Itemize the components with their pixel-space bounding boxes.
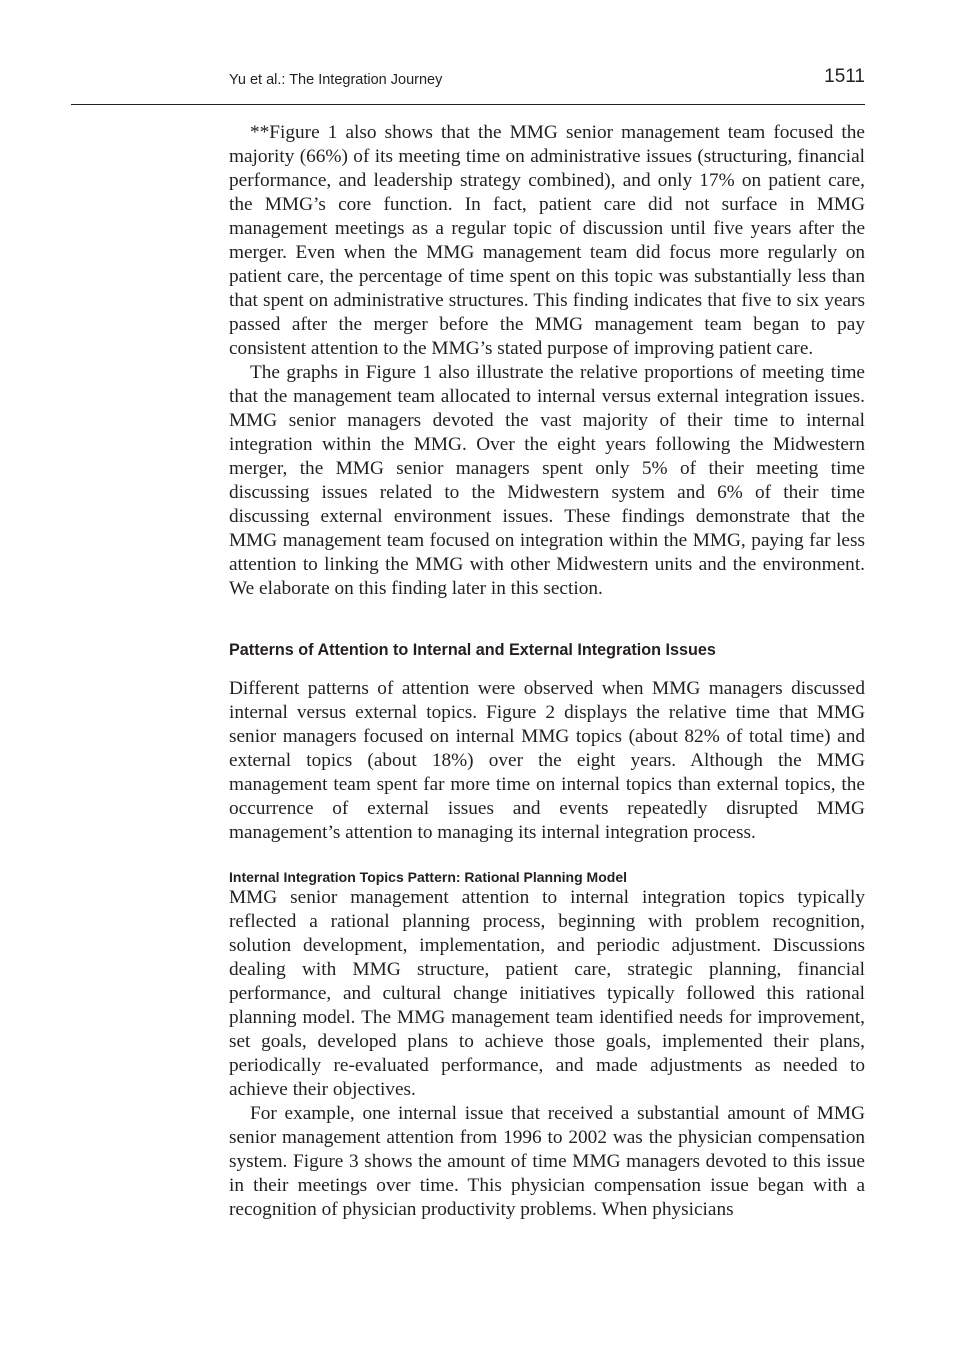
paragraph-patterns-of-attention: Different patterns of attention were observed when MMG managers discussed internal versus external topics. Figure 2 displays the relative time that MMG senior managers focused on internal MMG topics (about 82% of total time) and external topics (about 18%) over the eight years. Although the MMG management team spent far more time on internal topics than external topics, the occurrence of external issues and events repeatedly disrupted MMG management’s attention to managing its internal integration process. bbox=[229, 678, 865, 843]
section-heading: Patterns of Attention to Internal and External Integration Issues bbox=[229, 641, 716, 659]
paragraph-figure1-discussion: **Figure 1 also shows that the MMG senior management team focused the majority (66%) of its meeting time on administrative issues (structuring, financial performance, and leadership strategy combined), and only 17% on patient care, the MMG’s core function. In fact, patient care did not surface in MMG management meetings as a regular topic of discussion until five years after the merger. Even when the MMG management team did focus more regularly on patient care, the percentage of time spent on this topic was substantially less than that spent on administrative structures. This finding indicates that five to six years passed after the merger before the MMG management team began to pay consistent attention to the MMG’s stated purpose of improving patient care. bbox=[229, 122, 865, 359]
subsection-heading: Internal Integration Topics Pattern: Rational Planning Model bbox=[229, 869, 627, 885]
paragraph-internal-external-proportions: The graphs in Figure 1 also illustrate the relative proportions of meeting time that the management team allocated to internal versus external integration issues. MMG senior managers devoted the vast majority of their time to internal integration within the MMG. Over the eight years following the Midwestern merger, the MMG senior managers spent only 5% of their meeting time discussing issues related to the Midwestern system and 6% of their time discussing external environment issues. These findings demonstrate that the MMG management team focused on integration within the MMG, paying far less attention to linking the MMG with other Midwestern units and the environment. We elaborate on this finding later in this section. bbox=[229, 362, 865, 599]
paragraph-rational-planning: MMG senior management attention to internal integration topics typically reflected a rational planning process, beginning with problem recognition, solution development, implementation, and periodic adjustment. Discussions dealing with MMG structure, patient care, strategic planning, financial performance, and cultural change initiatives typically followed this rational planning model. The MMG management team identified needs for improvement, set goals, developed plans to achieve those goals, implemented their plans, periodically re-evaluated performance, and made adjustments as needed to achieve their objectives. bbox=[229, 887, 865, 1100]
running-header bbox=[71, 66, 865, 105]
page-number: 1511 bbox=[824, 66, 865, 87]
paragraph-physician-compensation: For example, one internal issue that received a substantial amount of MMG senior management attention from 1996 to 2002 was the physician compensation system. Figure 3 shows the amount of time MMG managers devoted to this issue in their meetings over time. This physician compensation issue began with a recognition of physician productivity problems. When physicians bbox=[229, 1103, 865, 1220]
article-body bbox=[229, 121, 865, 1222]
running-title: Yu et al.: The Integration Journey bbox=[229, 72, 443, 88]
